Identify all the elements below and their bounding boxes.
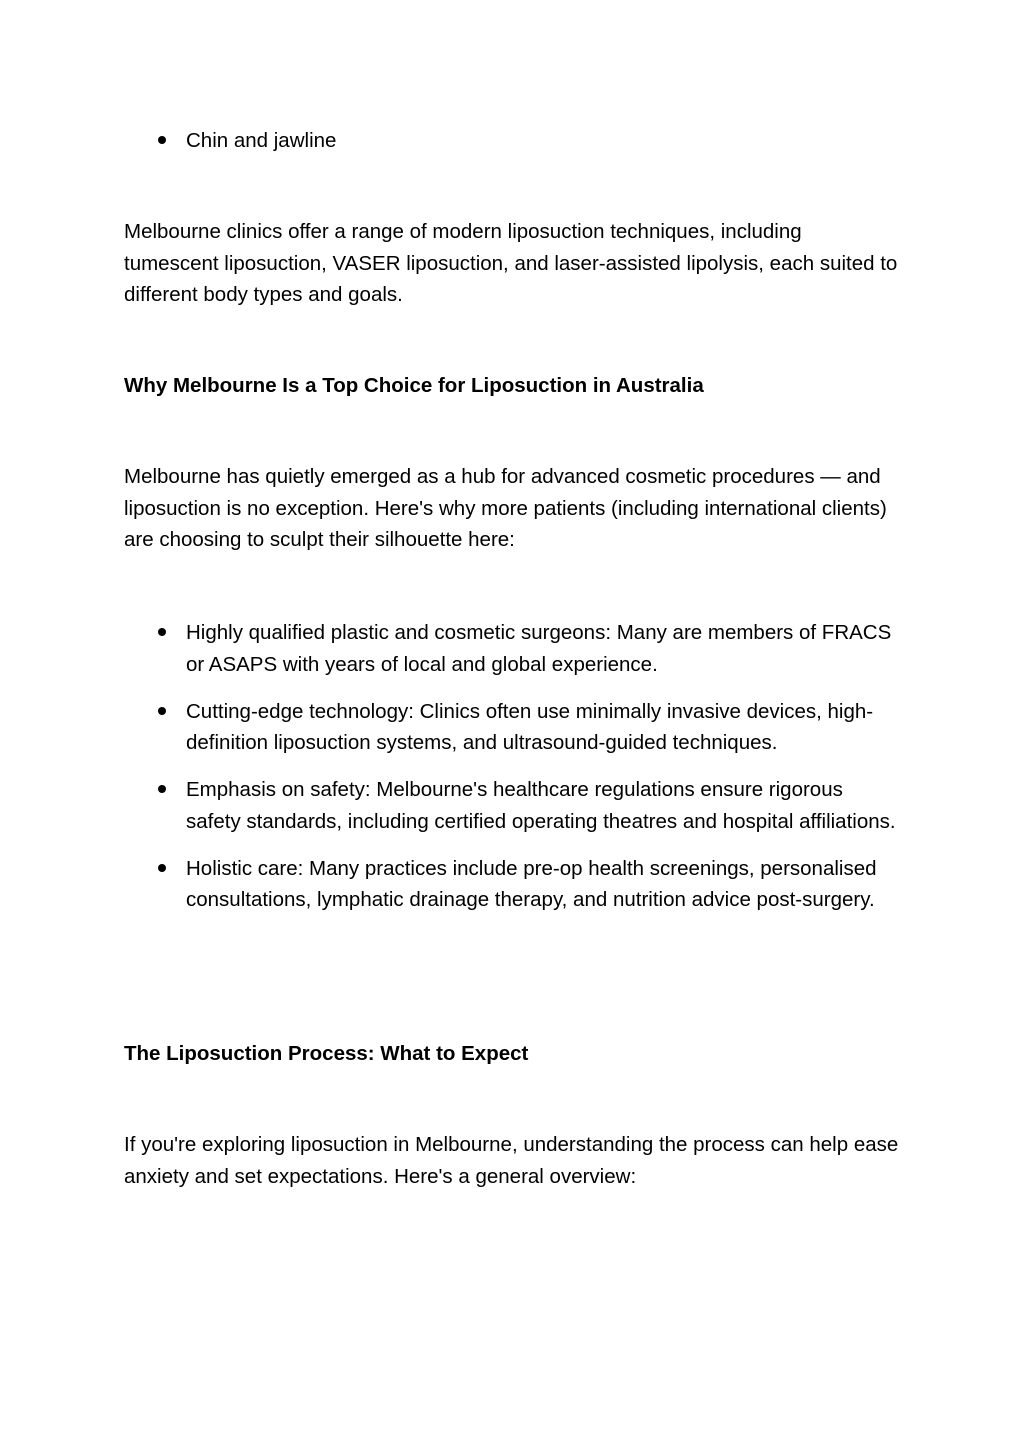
list-item (124, 125, 899, 157)
list-item-text: Emphasis on safety: Melbourne's healthcare regulations ensure rigorous safety standards, including certified operating theatres and hospital affiliations. (186, 778, 896, 833)
top-bullet-list (124, 125, 899, 157)
list-item-text: Holistic care: Many practices include pre-op health screenings, personalised consultations, lymphatic drainage therapy, and nutrition advice post-surgery. (186, 856, 877, 911)
section-heading-why-melbourne: Why Melbourne Is a Top Choice for Liposuction in Australia (124, 374, 704, 397)
list-item-text: Chin and jawline (186, 129, 337, 152)
list-item-text: Highly qualified plastic and cosmetic surgeons: Many are members of FRACS or ASAPS with years of local and global experience. (186, 621, 892, 676)
process-paragraph: If you're exploring liposuction in Melbourne, understanding the process can help ease anxiety and set expectations. Here's a general overview: (124, 1133, 899, 1188)
bullet-icon (158, 707, 166, 715)
section-heading-process: The Liposuction Process: What to Expect (124, 1042, 529, 1065)
bullet-icon (158, 785, 166, 793)
why-melbourne-bullet-list (124, 617, 899, 916)
list-item (124, 853, 899, 916)
why-melbourne-paragraph: Melbourne has quietly emerged as a hub for advanced cosmetic procedures — and liposuction is no exception. Here's why more patients (including international clients) are choosing to sculpt their silhouette here: (124, 465, 887, 551)
bullet-icon (158, 628, 166, 636)
intro-paragraph: Melbourne clinics offer a range of modern liposuction techniques, including tumescent liposuction, VASER liposuction, and laser-assisted lipolysis, each suited to different body types and goals. (124, 220, 898, 306)
list-item (124, 774, 899, 837)
list-item (124, 696, 899, 759)
bullet-icon (158, 136, 166, 144)
bullet-icon (158, 864, 166, 872)
list-item (124, 617, 899, 680)
list-item-text: Cutting-edge technology: Clinics often use minimally invasive devices, high-definition liposuction systems, and ultrasound-guided techniques. (186, 699, 874, 754)
